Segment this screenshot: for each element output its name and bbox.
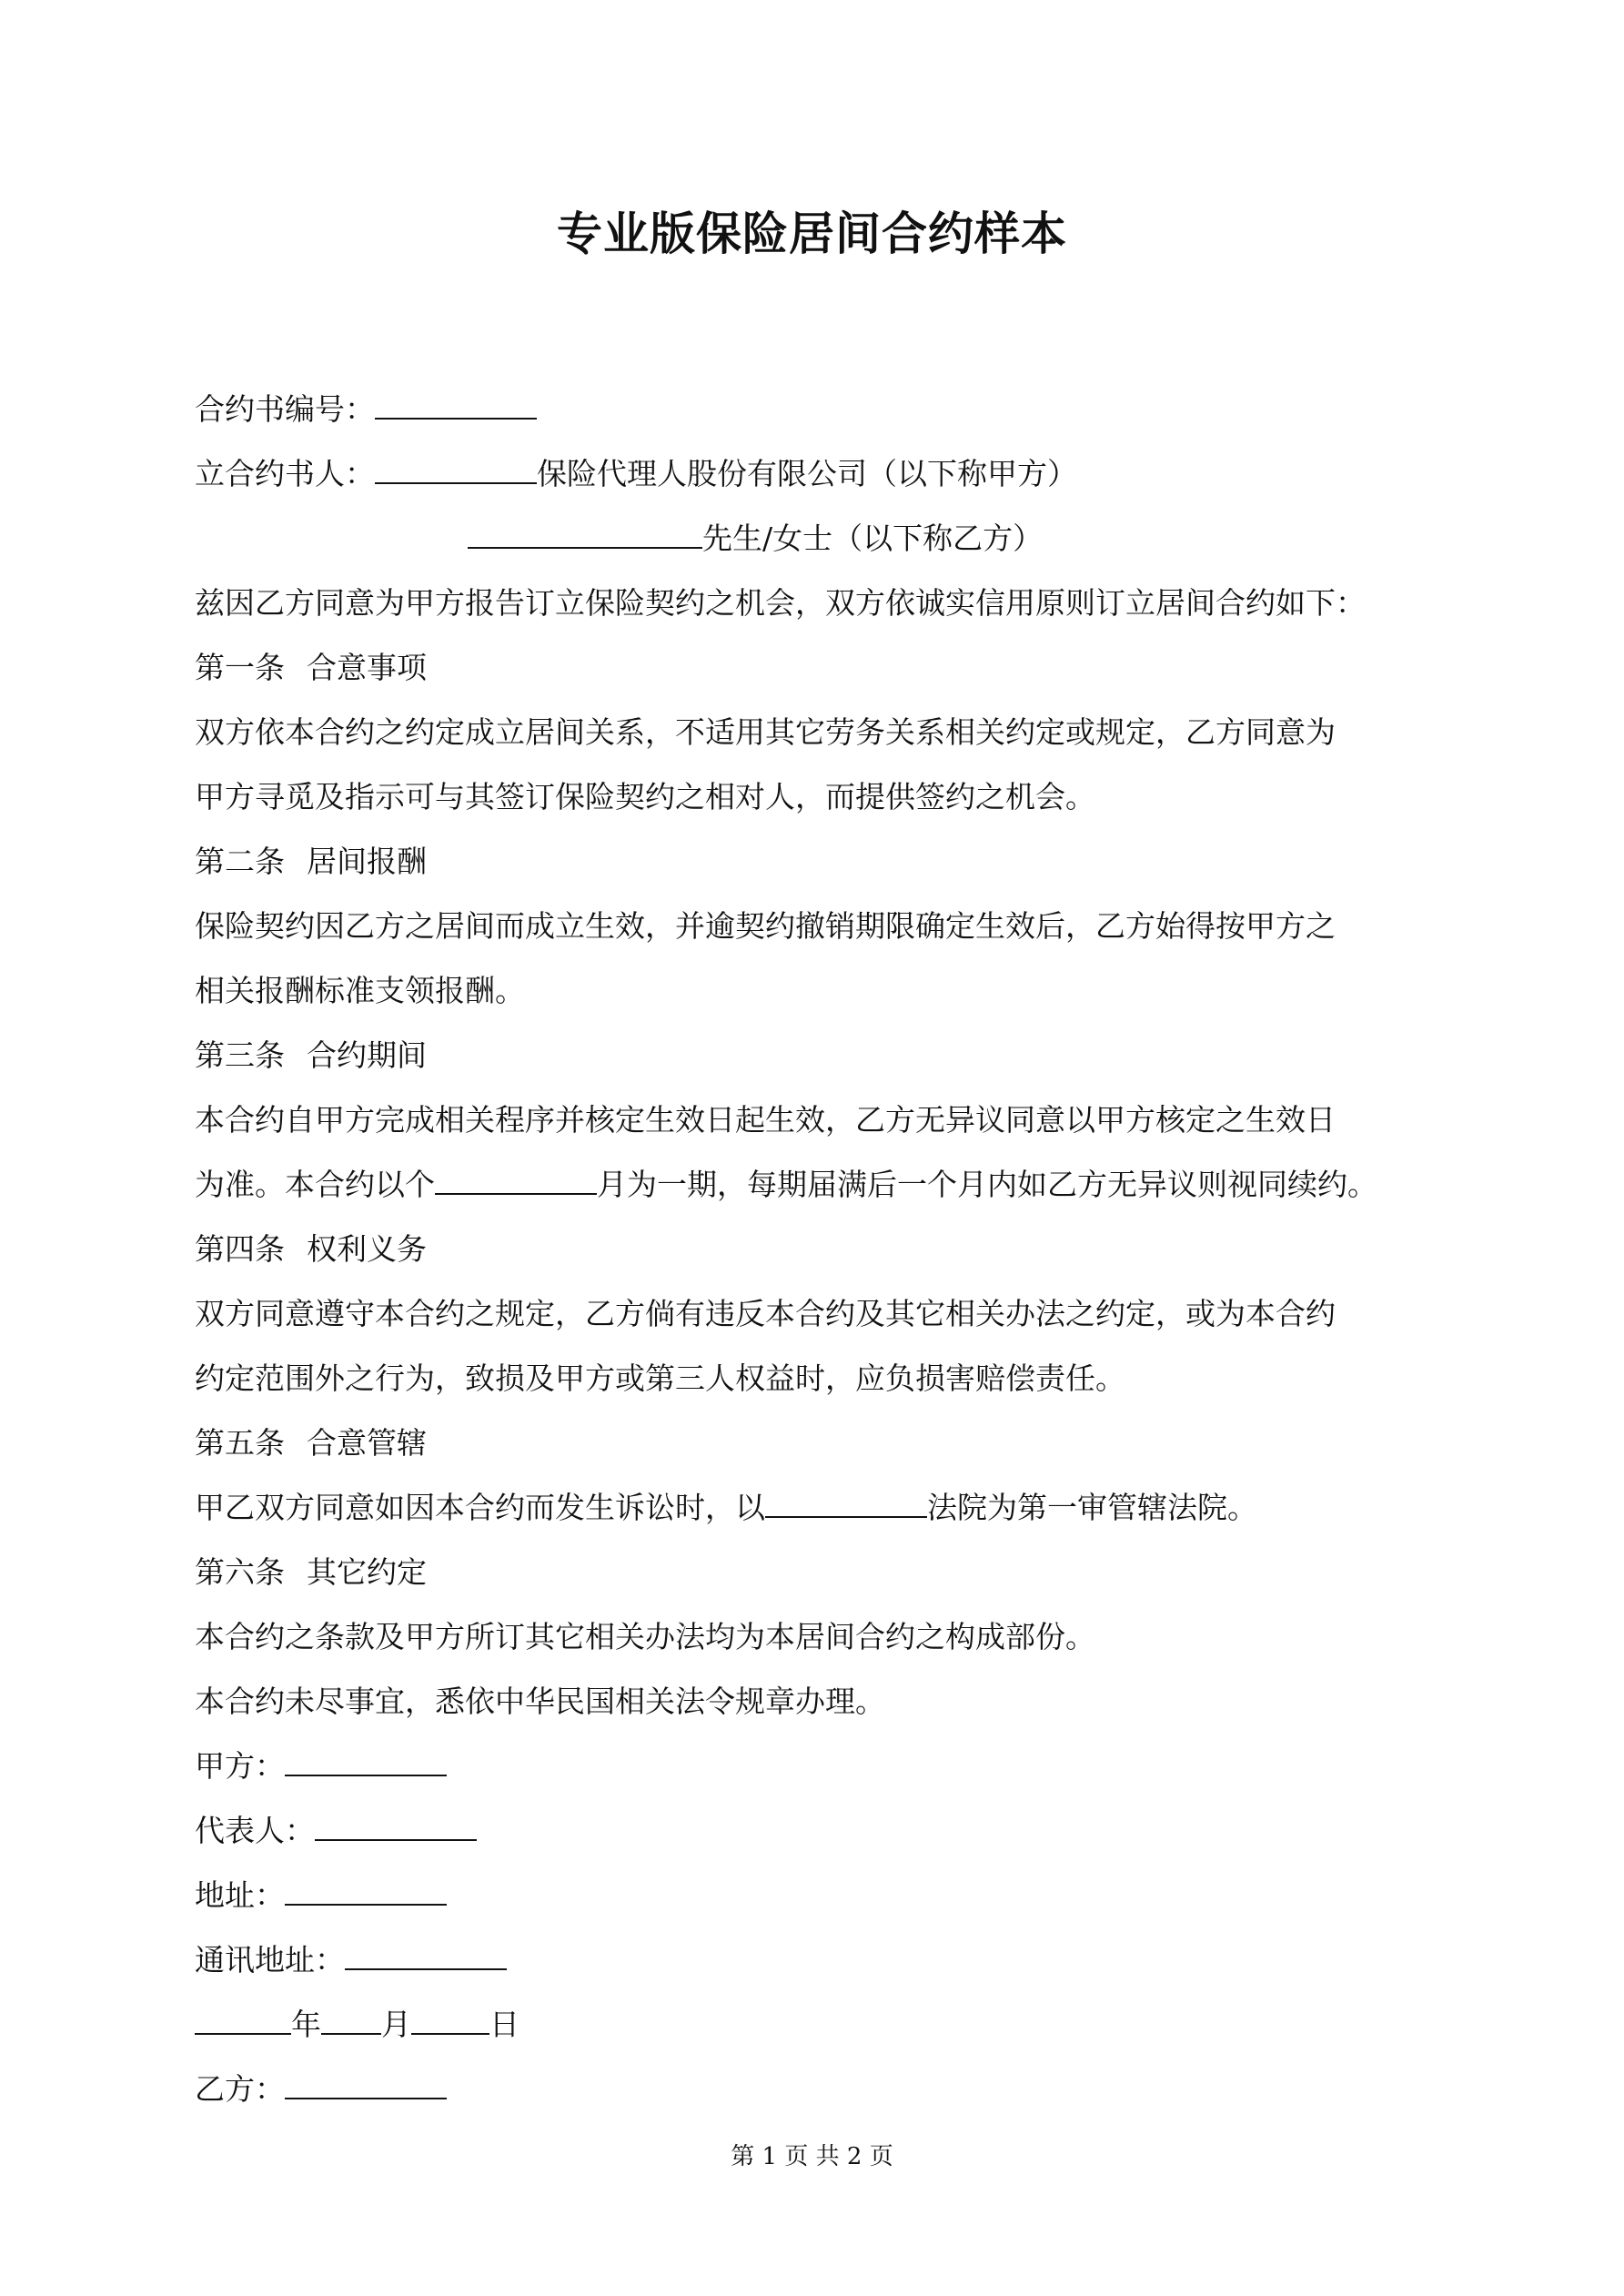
- party-b-signature-line: [195, 2057, 1441, 2121]
- representative-blank: [315, 1808, 477, 1841]
- address-blank: [285, 1873, 447, 1906]
- day-blank: [411, 2002, 489, 2035]
- preamble: 兹因乙方同意为甲方报告订立保险契约之机会，双方依诚实信用原则订立居间合约如下：: [195, 585, 1366, 621]
- article-number: 第六条: [195, 1554, 285, 1590]
- representative-label: 代表人：: [195, 1813, 315, 1848]
- party-label: 立合约书人：: [195, 456, 375, 491]
- article-6-heading: [195, 1540, 1441, 1604]
- article-number: 第四条: [195, 1231, 285, 1267]
- article-1-heading: [195, 635, 1441, 700]
- article-title: 合意管辖: [307, 1425, 427, 1461]
- article-6-line-1: 本合约之条款及甲方所订其它相关办法均为本居间合约之构成部份。: [195, 1619, 1095, 1654]
- year-blank: [195, 2002, 291, 2035]
- document-title: 专业版保险居间合约样本: [557, 207, 1067, 260]
- party-b-name-blank: [468, 516, 702, 549]
- article-title: 合意事项: [307, 650, 427, 685]
- contract-number-line: [195, 377, 1441, 441]
- party-a-signature-label: 甲方：: [195, 1748, 285, 1784]
- contract-number-label: 合约书编号：: [195, 391, 375, 427]
- mail-address-line: [195, 1927, 1441, 1992]
- article-number: 第五条: [195, 1425, 285, 1461]
- article-3-line-2: [195, 1152, 1441, 1217]
- contract-number-blank: [375, 387, 537, 420]
- article-6-line-2: 本合约未尽事宜，悉依中华民国相关法令规章办理。: [195, 1684, 885, 1719]
- party-b-line: [195, 506, 1441, 571]
- term-months-blank: [435, 1162, 597, 1195]
- article-5-heading: [195, 1411, 1441, 1475]
- article-1-line-2: 甲方寻觅及指示可与其签订保险契约之相对人，而提供签约之机会。: [195, 779, 1095, 814]
- document-body: [195, 377, 1441, 2121]
- article-1-line-1: 双方依本合约之约定成立居间关系，不适用其它劳务关系相关约定或规定，乙方同意为: [195, 714, 1336, 750]
- party-b-signature-blank: [285, 2067, 447, 2099]
- mail-address-label: 通讯地址：: [195, 1942, 345, 1977]
- party-a-name-blank: [375, 451, 537, 484]
- page-footer: 第 1 页 共 2 页: [731, 2143, 893, 2170]
- article-2-line-1: 保险契约因乙方之居间而成立生效，并逾契约撤销期限确定生效后，乙方始得按甲方之: [195, 908, 1336, 944]
- article-5-text-before-blank: 甲乙双方同意如因本合约而发生诉讼时，以: [195, 1490, 765, 1525]
- article-3-line-1: 本合约自甲方完成相关程序并核定生效日起生效，乙方无异议同意以甲方核定之生效日: [195, 1102, 1336, 1138]
- article-title: 居间报酬: [307, 844, 427, 879]
- article-4-line-2: 约定范围外之行为，致损及甲方或第三人权益时，应负损害赔偿责任。: [195, 1360, 1125, 1396]
- article-5-text-after-blank: 法院为第一审管辖法院。: [927, 1490, 1257, 1525]
- article-2-heading: [195, 829, 1441, 894]
- party-a-line: [195, 441, 1441, 506]
- article-3-text-before-blank: 为准。本合约以个: [195, 1167, 435, 1202]
- court-blank: [765, 1485, 927, 1518]
- article-3-text-after-blank: 月为一期，每期届满后一个月内如乙方无异议则视同续约。: [597, 1167, 1377, 1202]
- article-4-heading: [195, 1217, 1441, 1281]
- address-line: [195, 1863, 1441, 1927]
- article-3-heading: [195, 1023, 1441, 1087]
- article-title: 合约期间: [307, 1037, 427, 1073]
- party-a-text: 保险代理人股份有限公司（以下称甲方）: [537, 456, 1077, 491]
- party-b-text: 先生/女士（以下称乙方）: [702, 521, 1044, 556]
- article-title: 权利义务: [307, 1231, 427, 1267]
- article-number: 第三条: [195, 1037, 285, 1073]
- article-2-line-2: 相关报酬标准支领报酬。: [195, 973, 525, 1008]
- date-line: [195, 1992, 1441, 2057]
- party-a-signature-line: [195, 1734, 1441, 1798]
- mail-address-blank: [345, 1937, 507, 1970]
- month-label: 月: [381, 2007, 411, 2042]
- year-label: 年: [291, 2007, 321, 2042]
- article-number: 第二条: [195, 844, 285, 879]
- representative-line: [195, 1798, 1441, 1863]
- day-label: 日: [489, 2007, 519, 2042]
- party-a-signature-blank: [285, 1744, 447, 1776]
- party-b-signature-label: 乙方：: [195, 2071, 285, 2107]
- article-4-line-1: 双方同意遵守本合约之规定，乙方倘有违反本合约及其它相关办法之约定，或为本合约: [195, 1296, 1336, 1331]
- article-number: 第一条: [195, 650, 285, 685]
- article-title: 其它约定: [307, 1554, 427, 1590]
- article-5-line-1: [195, 1475, 1441, 1540]
- month-blank: [321, 2002, 381, 2035]
- address-label: 地址：: [195, 1877, 285, 1913]
